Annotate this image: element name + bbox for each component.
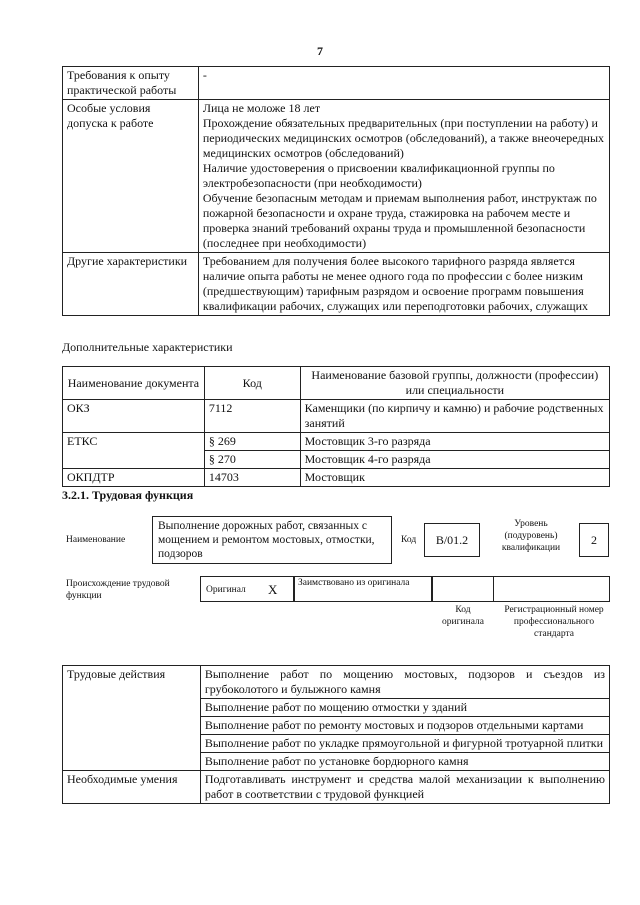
section-heading: 3.2.1. Трудовая функция xyxy=(62,488,194,502)
action-item: Выполнение работ по ремонту мостовых и подзоров отдельными картами xyxy=(200,717,609,735)
doc-cell: ОКЗ xyxy=(63,400,205,433)
table-row xyxy=(63,253,610,316)
code-cell: § 270 xyxy=(204,451,300,469)
condition-line: Прохождение обязательных предварительных (при поступлении на работу) и периодических медицинских осмотров (обследований), а также внеочередных медицинских осмотров (обследований) xyxy=(202,116,605,160)
condition-line: Наличие удостоверения о присвоении квалификационной группы по электробезопасности (при необходимости) xyxy=(202,161,555,190)
action-item: Выполнение работ по укладке прямоугольной и фигурной тротуарной плитки xyxy=(200,735,609,753)
other-characteristics-value: Требованием для получения более высокого тарифного разряда является наличие опыта работы не менее одного года по профессии с более низким (предшествующим) тарифным разрядом и освоение программ повышения квалификации рабочих, служащих или переподготовки рабочих, служащих xyxy=(198,253,609,316)
name-cell: Мостовщик xyxy=(300,469,609,487)
page-number: 7 xyxy=(317,44,323,58)
table-header-row xyxy=(63,367,610,400)
code-original-cell xyxy=(432,576,494,602)
level-label: Уровень (подуровень) квалификации xyxy=(501,519,561,553)
other-characteristics-label: Другие характеристики xyxy=(63,253,199,316)
original-mark: X xyxy=(268,582,278,597)
skills-label: Необходимые умения xyxy=(63,771,201,804)
actions-label: Трудовые действия xyxy=(63,666,201,771)
name-cell: Каменщики (по кирпичу и камню) и рабочие родственных занятий xyxy=(300,400,609,433)
table-row xyxy=(63,400,610,433)
origin-label: Происхождение трудовой функции xyxy=(66,579,170,601)
code-label: Код xyxy=(401,535,417,545)
level-box: 2 xyxy=(579,523,609,557)
code-box: B/01.2 xyxy=(424,523,480,557)
action-item: Выполнение работ по мощению мостовых, подзоров и съездов из грубоколотого и булыжного камня xyxy=(200,666,609,699)
name-cell: Мостовщик 3-го разряда xyxy=(300,433,609,451)
special-conditions-value xyxy=(198,100,609,253)
actions-table xyxy=(62,665,610,804)
code-cell: § 269 xyxy=(204,433,300,451)
condition-line: Лица не моложе 18 лет xyxy=(202,101,321,115)
function-name-box: Выполнение дорожных работ, связанных с мощением и ремонтом мостовых, отмостки, подзоров xyxy=(152,516,392,564)
condition-line: Обучение безопасным методам и приемам выполнения работ, инструктаж по пожарной безопасности и охране труда, стажировка на рабочем месте и проверка знаний требований охраны труда и промышленной безопасности (последнее при необходимости) xyxy=(202,191,597,250)
name-label: Наименование xyxy=(66,535,126,545)
requirements-value: - xyxy=(198,67,609,100)
table-row xyxy=(63,433,610,451)
table-row xyxy=(63,666,610,699)
action-item: Выполнение работ по мощению отмостки у зданий xyxy=(200,699,609,717)
action-item: Выполнение работ по установке бордюрного камня xyxy=(200,753,609,771)
table-row xyxy=(63,469,610,487)
original-label: Оригинал xyxy=(206,585,246,595)
doc-cell: ОКПДТР xyxy=(63,469,205,487)
borrowed-label: Заимствовано из оригинала xyxy=(298,578,410,588)
name-cell: Мостовщик 4-го разряда xyxy=(300,451,609,469)
header-doc: Наименование документа xyxy=(63,367,205,400)
code-cell: 14703 xyxy=(204,469,300,487)
table-row xyxy=(63,100,610,253)
table-row xyxy=(63,67,610,100)
requirements-label: Требования к опыту практической работы xyxy=(63,67,199,100)
doc-cell: ЕТКС xyxy=(63,433,205,469)
additional-heading: Дополнительные характеристики xyxy=(62,340,233,354)
code-original-label: Код оригинала xyxy=(442,605,484,627)
special-conditions-label: Особые условия допуска к работе xyxy=(63,100,199,253)
header-code: Код xyxy=(204,367,300,400)
table-row xyxy=(63,771,610,804)
skill-item: Подготавливать инструмент и средства малой механизации к выполнению работ в соответствии с трудовой функцией xyxy=(200,771,609,804)
requirements-table xyxy=(62,66,610,316)
additional-table xyxy=(62,366,610,487)
header-name: Наименование базовой группы, должности (профессии) или специальности xyxy=(300,367,609,400)
reg-number-label: Регистрационный номер профессионального стандарта xyxy=(504,605,604,639)
code-cell: 7112 xyxy=(204,400,300,433)
